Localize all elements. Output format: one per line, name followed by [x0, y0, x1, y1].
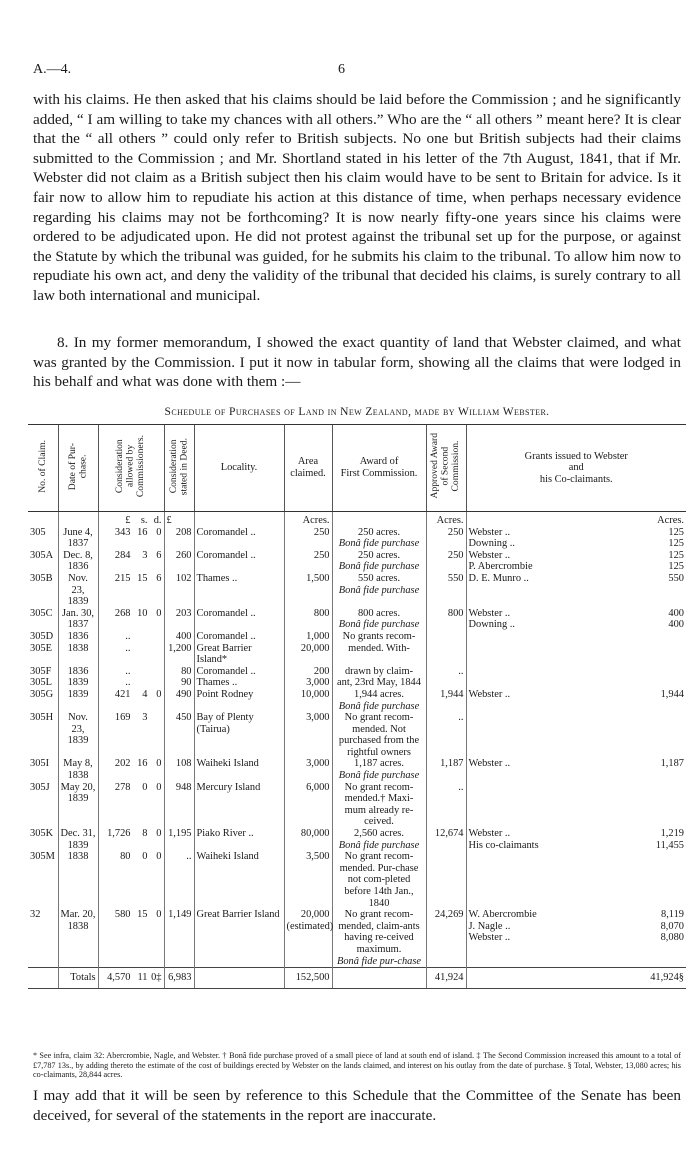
- consideration-allowed: 202 16 0: [98, 758, 164, 781]
- consideration-allowed: ..: [98, 643, 164, 666]
- claim-number: 305: [30, 526, 46, 538]
- claim-number: 305M: [30, 851, 55, 863]
- area-claimed: 80,000: [284, 828, 332, 851]
- area-claimed: 3,000: [284, 712, 332, 758]
- consideration-deed: 400: [164, 631, 194, 643]
- paragraph-1: with his claims. He then asked that his claims should be laid before the Commission ; and he significantly added, “ I am willing to take my chances with all others.” Who are the “ all others ” meant here? It is clear that the “ all others ” could only refer to British subjects. No one but British subjects had their claims submitted to the Commission ; and Mr. Shortland stated in his letter of the 7th August, 1841, that if Mr. Webster did not claim as a British subject then his claim would have to be sent to Britain for advice. Is it fair now to allow him to repudiate his action at this distance of time, when perhaps necessary evidence regarding his claims may not be forthcoming? It is now nearly fifty-one years since his claims were ordered to be adjudicated upon. He did not protest against the tribunal set up for the purpose, or against the Statute by which the tribunal was guided, for he submits his claim to the tribunal. To allow him now to repudiate his own act, and deny the validity of the tribunal that decided his claims, is surely contrary to all law both international and municipal.: [33, 91, 681, 304]
- header-grants: Grants issued to Webster and his Co-claimants.: [466, 425, 686, 512]
- table-row: [28, 782, 686, 828]
- table-caption: Schedule of Purchases of Land in New Zealand, made by William Webster.: [164, 406, 550, 418]
- grants-issued: [466, 851, 686, 909]
- consideration-deed: 108: [164, 758, 194, 781]
- claim-number: 305L: [30, 677, 52, 689]
- locality: Waiheki Island: [194, 758, 284, 781]
- area-claimed: 3,000: [284, 677, 332, 689]
- grants-issued: D. E. Munro .. 550: [466, 573, 686, 608]
- locality: Coromandel ..: [194, 608, 284, 631]
- grants-issued: [466, 782, 686, 828]
- table-row: [28, 909, 686, 967]
- grants-issued: [466, 677, 686, 689]
- header-date: Date of Pur- chase.: [58, 425, 98, 512]
- approved-award: [426, 677, 466, 689]
- claim-number: 32: [30, 909, 41, 921]
- header-consideration-allowed: Consideration allowed by Commissioners.: [98, 425, 164, 512]
- table-row: [28, 758, 686, 781]
- approved-award: [426, 631, 466, 643]
- purchase-date: 1838: [58, 851, 98, 909]
- header-consideration-deed: Consideration stated in Deed.: [164, 425, 194, 512]
- first-commission-award: mended. With-: [332, 643, 426, 666]
- claim-number: 305D: [30, 630, 54, 642]
- first-commission-award: 1,187 acres. Bonâ fide purchase: [332, 758, 426, 781]
- consideration-deed: 208: [164, 527, 194, 550]
- area-claimed: 3,000: [284, 758, 332, 781]
- grants-issued: [466, 643, 686, 666]
- grants-issued: Webster .. 1,944: [466, 689, 686, 712]
- locality: Point Rodney: [194, 689, 284, 712]
- consideration-deed: ..: [164, 851, 194, 909]
- locality: Great Barrier Island: [194, 909, 284, 967]
- approved-award: [426, 643, 466, 666]
- approved-award: 24,269: [426, 909, 466, 967]
- grants-issued: [466, 666, 686, 678]
- consideration-allowed: 421 4 0: [98, 689, 164, 712]
- consideration-deed: 1,200: [164, 643, 194, 666]
- purchase-date: 1836: [58, 631, 98, 643]
- locality: Mercury Island: [194, 782, 284, 828]
- area-claimed: 6,000: [284, 782, 332, 828]
- grants-issued: Webster .. 1,219 His co-claimants 11,455: [466, 828, 686, 851]
- first-commission-award: 2,560 acres. Bonâ fide purchase: [332, 828, 426, 851]
- purchase-date: Jan. 30, 1837: [58, 608, 98, 631]
- header-approved: Approved Award of Second Commission.: [426, 425, 466, 512]
- approved-award: 250: [426, 550, 466, 573]
- consideration-deed: 260: [164, 550, 194, 573]
- consideration-deed: 1,149: [164, 909, 194, 967]
- locality: Waiheki Island: [194, 851, 284, 909]
- claim-number: 305H: [30, 712, 54, 724]
- locality: Coromandel ..: [194, 527, 284, 550]
- consideration-allowed: ..: [98, 631, 164, 643]
- approved-award: ..: [426, 666, 466, 678]
- consideration-deed: 948: [164, 782, 194, 828]
- locality: Great Barrier Island*: [194, 643, 284, 666]
- table-row: [28, 666, 686, 678]
- consideration-deed: 450: [164, 712, 194, 758]
- approved-award: [426, 851, 466, 909]
- schedule-table: [28, 424, 686, 989]
- grants-issued: Webster .. 125 Downing .. 125: [466, 527, 686, 550]
- area-claimed: 1,500: [284, 573, 332, 608]
- consideration-deed: 490: [164, 689, 194, 712]
- area-claimed: 800: [284, 608, 332, 631]
- purchase-date: June 4, 1837: [58, 527, 98, 550]
- grants-issued: Webster .. 125 P. Abercrombie 125: [466, 550, 686, 573]
- paragraph-2: 8. In my former memorandum, I showed the exact quantity of land that Webster claimed, and what was granted by the Commission. I put it now in tabular form, showing all the claims that were lodged in his behalf and what was done with them :—: [33, 334, 681, 391]
- approved-award: 550: [426, 573, 466, 608]
- table-row: [28, 527, 686, 550]
- first-commission-award: 1,944 acres. Bonâ fide purchase: [332, 689, 426, 712]
- totals-row: Totals 4,570 11 0‡ 6,983 152,500 41,924 41,924§: [28, 968, 686, 989]
- consideration-allowed: 284 3 6: [98, 550, 164, 573]
- consideration-deed: 203: [164, 608, 194, 631]
- claim-number: 305C: [30, 607, 53, 619]
- locality: Piako River ..: [194, 828, 284, 851]
- purchase-date: Mar. 20, 1838: [58, 909, 98, 967]
- header-area: Area claimed.: [284, 425, 332, 512]
- approved-award: 1,187: [426, 758, 466, 781]
- area-claimed: 10,000: [284, 689, 332, 712]
- purchase-date: 1839: [58, 689, 98, 712]
- area-claimed: 250: [284, 550, 332, 573]
- grants-issued: W. Abercrombie 8,119 J. Nagle .. 8,070 Webster .. 8,080: [466, 909, 686, 967]
- consideration-allowed: 580 15 0: [98, 909, 164, 967]
- first-commission-award: No grants recom-: [332, 631, 426, 643]
- table-row: [28, 550, 686, 573]
- purchase-date: Dec. 31, 1839: [58, 828, 98, 851]
- header-claim-no: No. of Claim.: [28, 425, 58, 512]
- consideration-allowed: ..: [98, 677, 164, 689]
- approved-award: 12,674: [426, 828, 466, 851]
- area-claimed: 200: [284, 666, 332, 678]
- approved-award: ..: [426, 782, 466, 828]
- table-row: [28, 712, 686, 758]
- first-commission-award: No grant recom-mended, claim-ants having re-ceived maximum. Bonâ fide pur-chase: [332, 909, 426, 967]
- area-claimed: 250: [284, 527, 332, 550]
- first-commission-award: No grant recom-mended.† Maxi-mum already re-ceived.: [332, 782, 426, 828]
- approved-award: 1,944: [426, 689, 466, 712]
- purchase-date: Nov. 23, 1839: [58, 712, 98, 758]
- grants-issued: Webster .. 400 Downing .. 400: [466, 608, 686, 631]
- approved-award: 250: [426, 527, 466, 550]
- closing-paragraph: I may add that it will be seen by reference to this Schedule that the Committee of the Senate has been deceived, for several of the statements in the report are inaccurate.: [33, 1087, 681, 1124]
- claim-number: 305K: [30, 828, 54, 840]
- first-commission-award: 800 acres. Bonâ fide purchase: [332, 608, 426, 631]
- locality: Bay of Plenty (Tairua): [194, 712, 284, 758]
- consideration-allowed: 169 3: [98, 712, 164, 758]
- first-commission-award: ant, 23rd May, 1844: [332, 677, 426, 689]
- locality: Coromandel ..: [194, 550, 284, 573]
- area-claimed: 1,000: [284, 631, 332, 643]
- table-row: [28, 828, 686, 851]
- purchase-date: May 20, 1839: [58, 782, 98, 828]
- approved-award: ..: [426, 712, 466, 758]
- consideration-deed: 80: [164, 666, 194, 678]
- purchase-date: 1836: [58, 666, 98, 678]
- first-commission-award: 550 acres. Bonâ fide purchase: [332, 573, 426, 608]
- table-row: [28, 851, 686, 909]
- page-number: 6: [338, 62, 345, 77]
- table-row: [28, 677, 686, 689]
- document-code: A.—4.: [33, 62, 72, 77]
- consideration-allowed: 80 0 0: [98, 851, 164, 909]
- grants-issued: [466, 631, 686, 643]
- table-row: [28, 573, 686, 608]
- first-commission-award: 250 acres. Bonâ fide purchase: [332, 527, 426, 550]
- consideration-allowed: 215 15 6: [98, 573, 164, 608]
- units-row: £ s. d. £ Acres. Acres. Acres.: [28, 512, 686, 527]
- table-row: [28, 608, 686, 631]
- locality: Thames ..: [194, 677, 284, 689]
- consideration-allowed: 268 10 0: [98, 608, 164, 631]
- approved-award: 800: [426, 608, 466, 631]
- claim-number: 305A: [30, 549, 54, 561]
- claim-number: 305I: [30, 758, 50, 770]
- grants-issued: Webster .. 1,187: [466, 758, 686, 781]
- table-row: [28, 689, 686, 712]
- first-commission-award: No grant recom-mended. Not purchased from the rightful owners: [332, 712, 426, 758]
- consideration-allowed: 1,726 8 0: [98, 828, 164, 851]
- grants-issued: [466, 712, 686, 758]
- table-row: [28, 631, 686, 643]
- claim-number: 305G: [30, 688, 54, 700]
- area-claimed: 20,000 (estimated): [284, 909, 332, 967]
- locality: Coromandel ..: [194, 666, 284, 678]
- consideration-allowed: 278 0 0: [98, 782, 164, 828]
- first-commission-award: No grant recom-mended. Pur-chase not com-pleted before 14th Jan., 1840: [332, 851, 426, 909]
- header-award: Award of First Commission.: [332, 425, 426, 512]
- header-locality: Locality.: [194, 425, 284, 512]
- purchase-date: May 8, 1838: [58, 758, 98, 781]
- purchase-date: Nov. 23, 1839: [58, 573, 98, 608]
- table-row: [28, 643, 686, 666]
- claim-number: 305E: [30, 642, 52, 654]
- claim-number: 305B: [30, 572, 53, 584]
- purchase-date: Dec. 8, 1836: [58, 550, 98, 573]
- consideration-allowed: 343 16 0: [98, 527, 164, 550]
- consideration-allowed: ..: [98, 666, 164, 678]
- area-claimed: 3,500: [284, 851, 332, 909]
- consideration-deed: 1,195: [164, 828, 194, 851]
- claim-number: 305F: [30, 665, 52, 677]
- locality: Coromandel ..: [194, 631, 284, 643]
- consideration-deed: 90: [164, 677, 194, 689]
- locality: Thames ..: [194, 573, 284, 608]
- footnotes: * See infra, claim 32: Abercrombie, Nagle, and Webster. † Bonâ fide purchase proved of a small piece of land at south end of island. ‡ The Second Commission increased this amount to a total of £7,787 13s., by adding thereto the estimate of the cost of buildings erected by Webster on the lands claimed, and interest on his outlay from the date of purchase. § Total, Webster, 13,080 acres; his co-claimants, 28,844 acres.: [33, 1051, 681, 1080]
- first-commission-award: 250 acres. Bonâ fide purchase: [332, 550, 426, 573]
- purchase-date: 1839: [58, 677, 98, 689]
- first-commission-award: drawn by claim-: [332, 666, 426, 678]
- claim-number: 305J: [30, 781, 50, 793]
- purchase-date: 1838: [58, 643, 98, 666]
- consideration-deed: 102: [164, 573, 194, 608]
- area-claimed: 20,000: [284, 643, 332, 666]
